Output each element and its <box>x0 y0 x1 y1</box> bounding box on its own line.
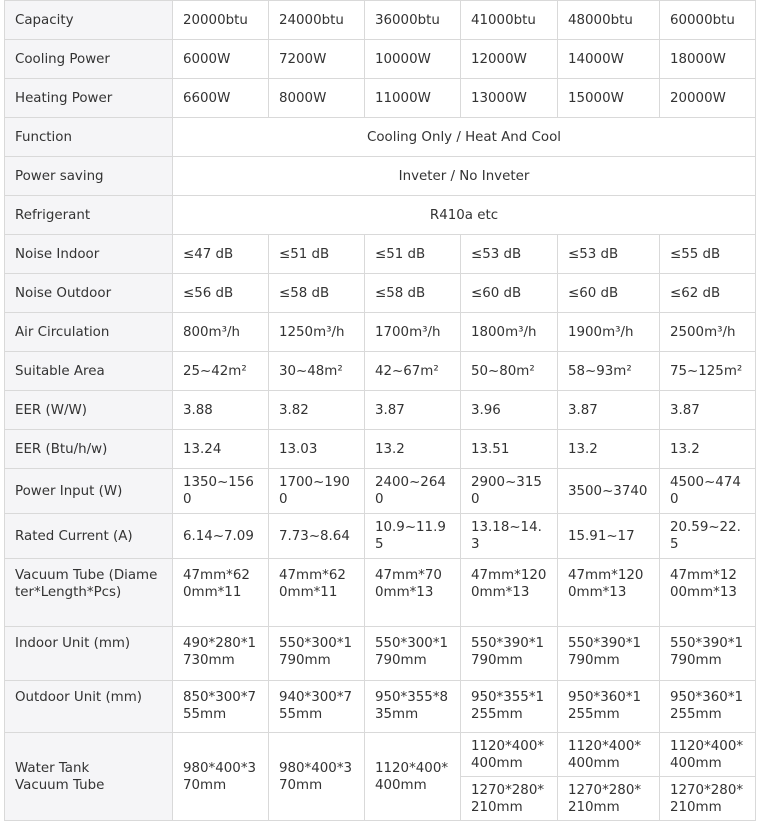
cell: 950*360*1255mm <box>558 681 660 733</box>
table-row <box>5 196 756 235</box>
cell: ≤62 dB <box>660 274 756 313</box>
row-label: Heating Power <box>5 79 173 118</box>
cell: 1120*400*400mm <box>365 733 461 821</box>
cell: 13.2 <box>660 430 756 469</box>
cell: 58~93m² <box>558 352 660 391</box>
cell: 13.2 <box>365 430 461 469</box>
cell: 490*280*1730mm <box>173 627 269 681</box>
cell: ≤56 dB <box>173 274 269 313</box>
row-label: Air Circulation <box>5 313 173 352</box>
table-row <box>5 559 756 627</box>
cell: 2900~3150 <box>461 469 558 514</box>
cell: 20000btu <box>173 1 269 40</box>
cell: 25~42m² <box>173 352 269 391</box>
cell: 14000W <box>558 40 660 79</box>
cell: 47mm*620mm*11 <box>269 559 365 627</box>
cell: 47mm*700mm*13 <box>365 559 461 627</box>
cell: 980*400*370mm <box>173 733 269 821</box>
table-row <box>5 274 756 313</box>
cell: 950*355*835mm <box>365 681 461 733</box>
cell: ≤53 dB <box>461 235 558 274</box>
cell: 48000btu <box>558 1 660 40</box>
cell: 1800m³/h <box>461 313 558 352</box>
cell: 15.91~17 <box>558 514 660 559</box>
cell: 30~48m² <box>269 352 365 391</box>
label-line: Water Tank <box>15 760 90 776</box>
cell: 550*390*1790mm <box>558 627 660 681</box>
cell: 15000W <box>558 79 660 118</box>
table-row <box>5 157 756 196</box>
cell: 550*300*1790mm <box>365 627 461 681</box>
spanning-cell: R410a etc <box>173 196 756 235</box>
cell: ≤47 dB <box>173 235 269 274</box>
cell: 2400~2640 <box>365 469 461 514</box>
cell: 12000W <box>461 40 558 79</box>
cell: 42~67m² <box>365 352 461 391</box>
cell: 550*390*1790mm <box>461 627 558 681</box>
cell: 6.14~7.09 <box>173 514 269 559</box>
table-row <box>5 118 756 157</box>
table-row <box>5 469 756 514</box>
row-label: Suitable Area <box>5 352 173 391</box>
cell: ≤58 dB <box>365 274 461 313</box>
cell: 13.03 <box>269 430 365 469</box>
cell: 940*300*755mm <box>269 681 365 733</box>
cell: 4500~4740 <box>660 469 756 514</box>
cell: 980*400*370mm <box>269 733 365 821</box>
cell: 36000btu <box>365 1 461 40</box>
spec-table <box>4 0 756 821</box>
spanning-cell: Inveter / No Inveter <box>173 157 756 196</box>
cell: 3.96 <box>461 391 558 430</box>
table-row <box>5 40 756 79</box>
cell: ≤60 dB <box>558 274 660 313</box>
cell: 47mm*1200mm*13 <box>660 559 756 627</box>
row-label: Noise Indoor <box>5 235 173 274</box>
cell: ≤53 dB <box>558 235 660 274</box>
cell: 13.51 <box>461 430 558 469</box>
row-label: Function <box>5 118 173 157</box>
cell: 47mm*620mm*11 <box>173 559 269 627</box>
cell: 3500~3740 <box>558 469 660 514</box>
cell: 1270*280*210mm <box>461 777 558 821</box>
cell: 3.87 <box>660 391 756 430</box>
cell: 3.82 <box>269 391 365 430</box>
cell: 6000W <box>173 40 269 79</box>
cell: 6600W <box>173 79 269 118</box>
cell: 550*390*1790mm <box>660 627 756 681</box>
cell: 1250m³/h <box>269 313 365 352</box>
cell: 7200W <box>269 40 365 79</box>
cell: 13.18~14.3 <box>461 514 558 559</box>
table-row <box>5 681 756 733</box>
cell: 11000W <box>365 79 461 118</box>
cell: 1900m³/h <box>558 313 660 352</box>
row-label: Noise Outdoor <box>5 274 173 313</box>
table-row <box>5 235 756 274</box>
table-row <box>5 514 756 559</box>
cell: ≤51 dB <box>365 235 461 274</box>
cell: 47mm*1200mm*13 <box>461 559 558 627</box>
cell: 1120*400*400mm <box>558 733 660 777</box>
cell: ≤51 dB <box>269 235 365 274</box>
cell: 3.87 <box>365 391 461 430</box>
cell: 47mm*1200mm*13 <box>558 559 660 627</box>
cell: 8000W <box>269 79 365 118</box>
cell: 41000btu <box>461 1 558 40</box>
table-row <box>5 79 756 118</box>
cell: 3.88 <box>173 391 269 430</box>
cell: 2500m³/h <box>660 313 756 352</box>
row-label: Power Input (W) <box>5 469 173 514</box>
cell: ≤58 dB <box>269 274 365 313</box>
cell: 60000btu <box>660 1 756 40</box>
cell: 75~125m² <box>660 352 756 391</box>
cell: 1350~1560 <box>173 469 269 514</box>
cell: 850*300*755mm <box>173 681 269 733</box>
cell: 800m³/h <box>173 313 269 352</box>
table-row <box>5 430 756 469</box>
cell: 18000W <box>660 40 756 79</box>
cell: 1120*400*400mm <box>461 733 558 777</box>
cell: ≤55 dB <box>660 235 756 274</box>
cell: 3.87 <box>558 391 660 430</box>
row-label: Vacuum Tube (Diameter*Length*Pcs) <box>5 559 173 627</box>
row-label: Refrigerant <box>5 196 173 235</box>
table-row <box>5 1 756 40</box>
table-row <box>5 733 756 777</box>
row-label: EER (Btu/h/w) <box>5 430 173 469</box>
cell: 50~80m² <box>461 352 558 391</box>
row-label: Power saving <box>5 157 173 196</box>
row-label: Indoor Unit (mm) <box>5 627 173 681</box>
cell: 20.59~22.5 <box>660 514 756 559</box>
cell: 950*360*1255mm <box>660 681 756 733</box>
cell: 1120*400*400mm <box>660 733 756 777</box>
cell: 950*355*1255mm <box>461 681 558 733</box>
cell: 550*300*1790mm <box>269 627 365 681</box>
cell: 24000btu <box>269 1 365 40</box>
cell: 10.9~11.95 <box>365 514 461 559</box>
table-row <box>5 313 756 352</box>
row-label: Cooling Power <box>5 40 173 79</box>
cell: 10000W <box>365 40 461 79</box>
row-label: EER (W/W) <box>5 391 173 430</box>
cell: 1270*280*210mm <box>558 777 660 821</box>
cell: 13.24 <box>173 430 269 469</box>
row-label: Outdoor Unit (mm) <box>5 681 173 733</box>
cell: 7.73~8.64 <box>269 514 365 559</box>
row-label: Capacity <box>5 1 173 40</box>
table-row <box>5 627 756 681</box>
cell: ≤60 dB <box>461 274 558 313</box>
cell: 1700m³/h <box>365 313 461 352</box>
row-label: Rated Current (A) <box>5 514 173 559</box>
label-line: Vacuum Tube <box>15 777 105 793</box>
cell: 1700~1900 <box>269 469 365 514</box>
cell: 20000W <box>660 79 756 118</box>
table-row <box>5 391 756 430</box>
table-row <box>5 352 756 391</box>
row-label-water-tank <box>5 733 173 821</box>
spanning-cell: Cooling Only / Heat And Cool <box>173 118 756 157</box>
cell: 13000W <box>461 79 558 118</box>
cell: 13.2 <box>558 430 660 469</box>
cell: 1270*280*210mm <box>660 777 756 821</box>
